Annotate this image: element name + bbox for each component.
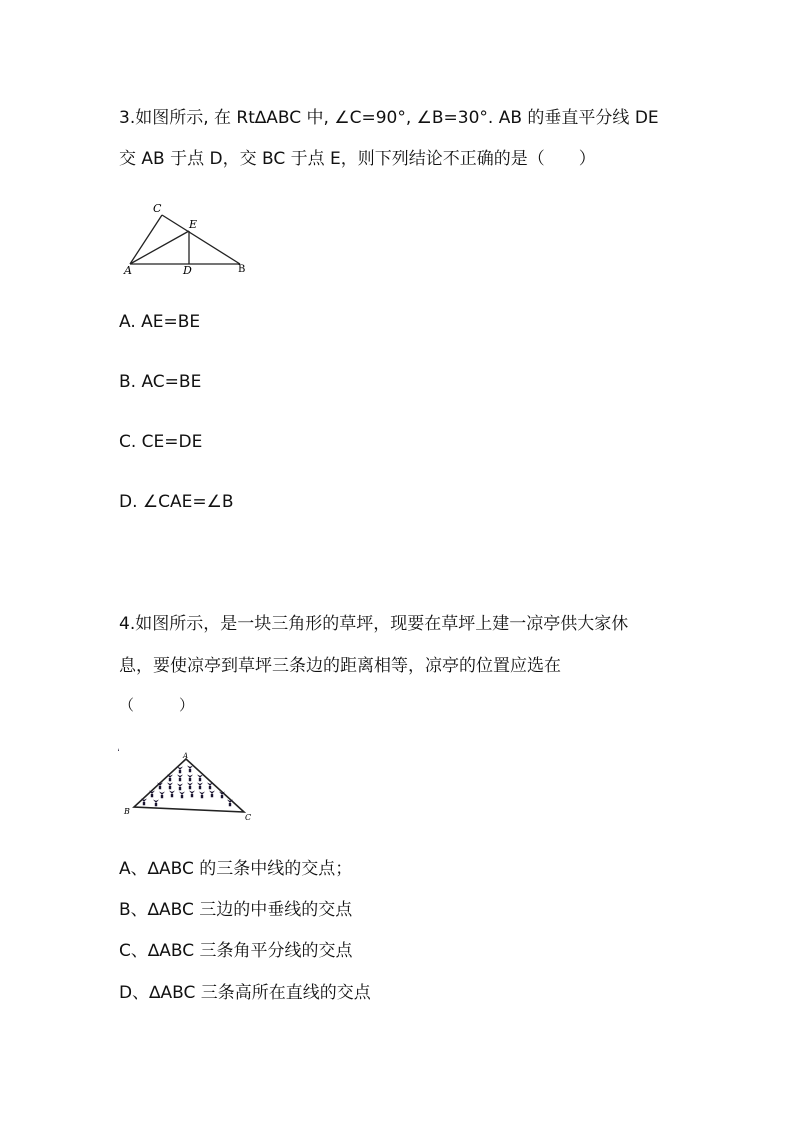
q3-option-b[interactable]: B. AC=BE [119,372,202,392]
grass-tuft [197,783,203,790]
grass-tufts [141,766,233,807]
label-b: B [124,807,130,816]
q4-option-a[interactable]: A、∆ABC 的三条中线的交点； [119,859,353,879]
q3-option-d[interactable]: D. ∠CAE=∠B [119,492,234,512]
label-a: A [183,752,189,760]
q3-stem-line1: 3.如图所示, 在 Rt∆ABC 中, ∠C=90°, ∠B=30°. AB 的垂直平分线 DE [119,108,659,128]
label-c: C [153,202,162,215]
label-d: D [183,264,192,277]
grass-tuft [187,766,193,773]
label-a: A [124,264,132,277]
grass-tuft [199,792,205,799]
label-b: B [238,264,246,275]
grass-tuft [189,791,195,798]
grass-tuft [227,800,233,807]
label-e: E [189,218,198,231]
grass-tuft [197,775,203,782]
q4-option-b[interactable]: B、∆ABC 三边的中垂线的交点 [119,900,353,920]
q4-figure [118,748,260,824]
segment-ae [130,231,189,264]
q4-stem-line3: （ ） [119,696,195,714]
grass-marks [118,748,121,751]
grass-tuft [167,783,173,790]
q3-option-a[interactable]: A. AE=BE [119,312,201,332]
grass-tuft [179,792,185,799]
q4-stem-line2: 息，要使凉亭到草坪三条边的距离相等，凉亭的位置应选在 [119,656,561,676]
grass-tuft [187,775,193,782]
q4-option-c[interactable]: C、∆ABC 三条角平分线的交点 [119,941,353,961]
q3-option-c[interactable]: C. CE=DE [119,432,203,452]
grass-tuft [153,800,159,807]
grass-tuft [177,775,183,782]
grass-tuft [177,767,183,774]
grass-tuft [207,783,213,790]
q4-option-d[interactable]: D、∆ABC 三条高所在直线的交点 [119,983,371,1003]
grass-tuft [141,799,147,806]
grass-tuft [209,791,215,798]
q4-stem-line1: 4.如图所示，是一块三角形的草坪，现要在草坪上建一凉亭供大家休 [119,614,629,634]
grass-tuft [169,791,175,798]
grass-tuft [159,792,165,799]
grass-tuft [187,783,193,790]
grass-tuft [149,791,155,798]
segment-ac [130,215,162,264]
q3-figure [118,198,258,280]
q3-stem-line2: 交 AB 于点 D，交 BC 于点 E，则下列结论不正确的是（ ） [119,149,596,169]
grass-tuft [167,775,173,782]
grass-tuft [177,784,183,791]
label-c: C [245,813,252,822]
